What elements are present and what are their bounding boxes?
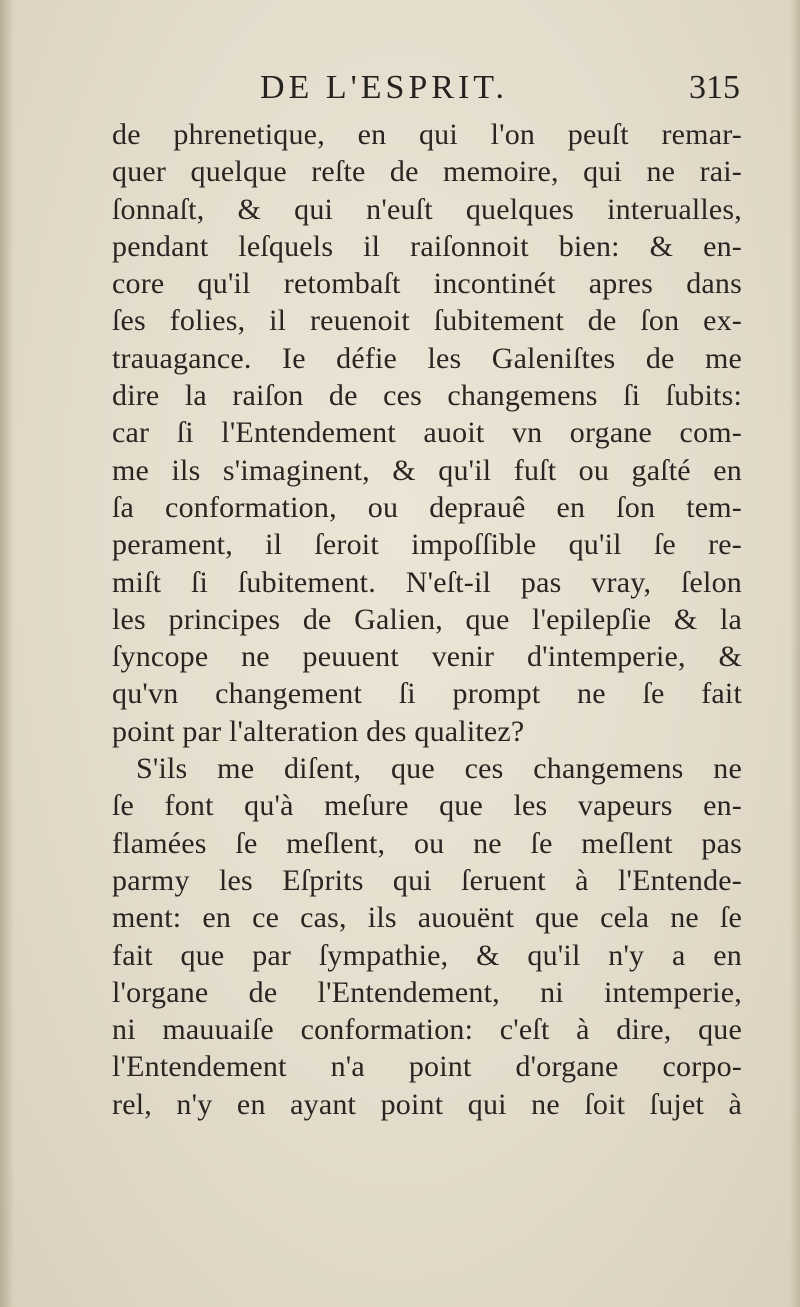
running-title: DE L'ESPRIT.: [260, 69, 509, 106]
running-head: [110, 68, 740, 108]
text-line: ment: en ce cas, ils auouënt que cela ne ſe: [112, 901, 742, 935]
text-line: les principes de Galien, que l'epilepſie & la: [112, 602, 742, 636]
text-line: ſa conformation, ou deprauê en ſon tem-: [112, 490, 742, 524]
text-line: fait que par ſympathie, & qu'il n'y a en: [112, 938, 742, 972]
text-line: ſyncope ne peuuent venir d'intemperie, &: [112, 640, 742, 674]
text-line: perament, il ſeroit impoſſible qu'il ſe re-: [112, 528, 742, 562]
text-line: miſt ſi ſubitement. N'eſt-il pas vray, ſelon: [112, 565, 742, 599]
page-edge-right: [790, 0, 800, 1307]
body-text: [112, 116, 742, 1123]
text-line: pendant leſquels il raiſonnoit bien: & en-: [112, 229, 742, 263]
text-line: de phrenetique, en qui l'on peuſt remar-: [112, 118, 742, 151]
text-line: l'organe de l'Entendement, ni intemperie,: [112, 975, 742, 1009]
text-line: car ſi l'Entendement auoit vn organe com-: [112, 416, 742, 450]
text-line: me ils s'imaginent, & qu'il fuſt ou gaſté en: [112, 453, 742, 487]
text-line: quer quelque reſte de memoire, qui ne rai-: [112, 155, 742, 189]
page-number: 315: [689, 69, 740, 106]
text-line: ni mauuaiſe conformation: c'eſt à dire, que: [112, 1013, 742, 1047]
text-line: ſonnaſt, & qui n'euſt quelques interualles,: [112, 192, 742, 226]
text-line: ſe font qu'à meſure que les vapeurs en-: [112, 789, 742, 823]
text-line: ſes folies, il reuenoit ſubitement de ſon ex-: [112, 304, 742, 338]
text-line: qu'vn changement ſi prompt ne ſe fait: [112, 677, 742, 711]
page-edge-left: [0, 0, 14, 1307]
text-line: parmy les Eſprits qui ſeruent à l'Entende-: [112, 863, 742, 897]
text-line: core qu'il retombaſt incontinét apres dans: [112, 267, 742, 301]
text-line: trauagance. Ie défie les Galeniſtes de me: [112, 341, 742, 375]
text-line: l'Entendement n'a point d'organe corpo-: [112, 1050, 742, 1084]
text-line: S'ils me diſent, que ces changemens ne: [136, 752, 742, 786]
text-line: flamées ſe meſlent, ou ne ſe meſlent pas: [112, 826, 742, 860]
text-line: point par l'alteration des qualitez?: [112, 714, 525, 748]
text-line: rel, n'y en ayant point qui ne ſoit ſujet à: [112, 1087, 742, 1121]
text-line: dire la raiſon de ces changemens ſi ſubits:: [112, 379, 742, 413]
